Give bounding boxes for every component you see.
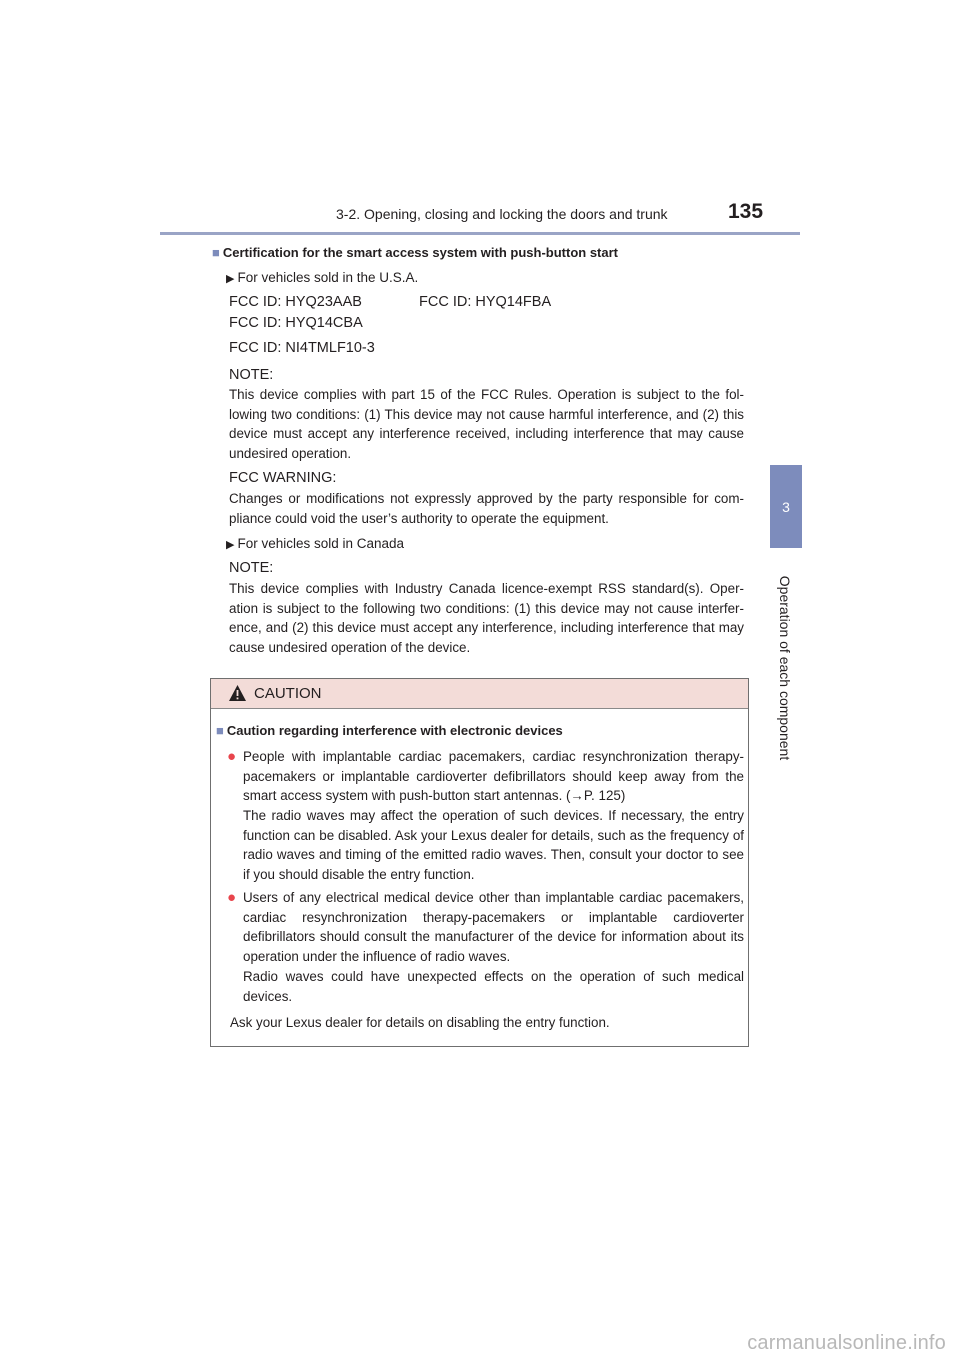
fcc-id-1: FCC ID: HYQ23AAB: [229, 294, 362, 310]
bullet-dot-icon: ●: [227, 889, 237, 906]
watermark-bar: [0, 1330, 960, 1358]
triangle-bullet-icon: ▶: [226, 539, 235, 551]
triangle-bullet-icon: ▶: [226, 273, 235, 285]
canada-subheading: [226, 536, 404, 551]
page-number: 135: [728, 200, 764, 223]
square-bullet-icon: ■: [216, 723, 224, 738]
header-rule: [160, 232, 800, 235]
caution-bullet-1-text: People with implantable cardiac pacemakers, cardiac resynchronization therapy-pacemakers or implantable cardioverter defibrillators should keep away from the smart access system with push-button start antennas. (→P. 125): [243, 749, 744, 803]
usa-label: For vehicles sold in the U.S.A.: [237, 270, 419, 285]
square-bullet-icon: ■: [212, 245, 220, 260]
caution-heading-text: Caution regarding interference with electronic devices: [226, 723, 563, 738]
fcc-id-3: FCC ID: HYQ14CBA: [229, 315, 363, 331]
fcc-id-2: FCC ID: HYQ14FBA: [419, 294, 552, 310]
section-heading-text: Certification for the smart access system with push-button start: [222, 245, 618, 260]
watermark-text[interactable]: carmanualsonline.info: [747, 1332, 946, 1354]
fcc-warning-text: Changes or modifications not expressly approved by the party responsible for compliance could void the user’s authority to operate the equipment.: [229, 491, 744, 526]
usa-note-label: NOTE:: [229, 367, 274, 383]
chapter-title-vertical: [777, 575, 793, 761]
caution-heading: [216, 723, 563, 738]
fcc-id-4: FCC ID: NI4TMLF10-3: [229, 340, 375, 356]
bullet-dot-icon: ●: [227, 748, 237, 765]
caution-bullet-2-extra: Radio waves could have unexpected effects on the operation of such medical devices.: [243, 969, 744, 1004]
caution-box: [210, 678, 749, 1047]
caution-footer: Ask your Lexus dealer for details on disabling the entry function.: [230, 1015, 610, 1030]
chapter-tab[interactable]: 3: [770, 465, 802, 548]
caution-bullet-1-extra: The radio waves may affect the operation of such devices. If necessary, the entry function can be disabled. Ask your Lexus dealer for details, such as the frequency of radio waves and timing of the emitted radio waves. Then, consult your doctor to see if you should disable the entry function.: [243, 808, 744, 882]
chapter-title-text: Operation of each component: [777, 575, 793, 761]
canada-note-text: This device complies with Industry Canada licence-exempt RSS standard(s). Operation is subject to the following two conditions: (1) this device may not cause interference, and (2) this device must accept any interference, including interference that may cause undesired operation of the device.: [229, 581, 744, 655]
canada-label: For vehicles sold in Canada: [237, 536, 405, 551]
caution-header: [211, 679, 748, 709]
header-section-title: 3-2. Opening, closing and locking the doors and trunk: [336, 206, 668, 222]
canada-note-label: NOTE:: [229, 560, 274, 576]
warning-triangle-icon: [228, 684, 247, 702]
usa-note-text: This device complies with part 15 of the FCC Rules. Operation is subject to the following two conditions: (1) This device may not cause harmful interference, and (2) this device must accept any interference received, including interference that may cause undesired operation.: [229, 387, 744, 461]
section-heading: [212, 245, 618, 260]
caution-bullet-2-text: Users of any electrical medical device other than implantable cardiac pacemakers, cardiac resynchronization therapy-pacemakers or implantable cardioverter defibrillators should consult the manufacturer of the device for information about its operation under the influence of radio waves.: [243, 890, 744, 964]
fcc-warning-label: FCC WARNING:: [229, 470, 337, 486]
usa-subheading: [226, 270, 418, 285]
caution-title: CAUTION: [254, 685, 322, 702]
